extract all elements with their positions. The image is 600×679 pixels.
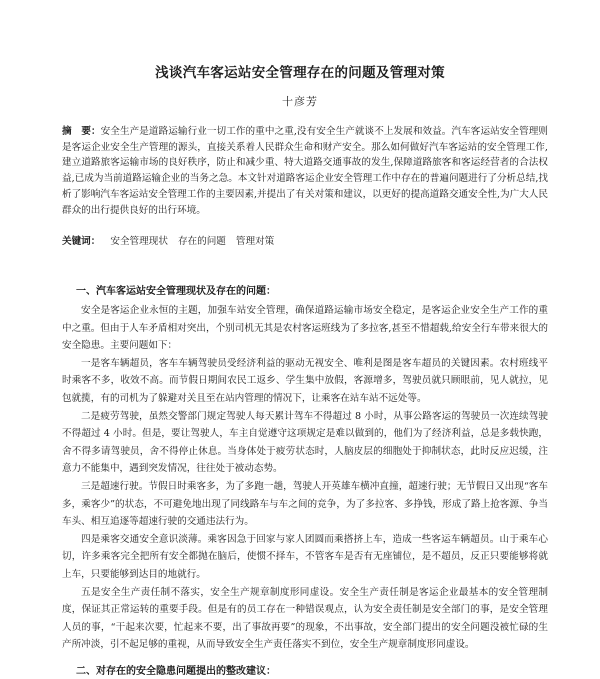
abstract-label: 摘 要： — [62, 126, 101, 137]
keyword-item: 安全管理现状 — [110, 236, 168, 247]
keywords-label: 关键词： — [62, 236, 101, 247]
issue-paragraph: 二是疲劳驾驶，虽然交警部门规定驾驶人每天累计驾车不得超过 8 小时，从事公路客运的驾驶员一次连续驾驶不得超过 4 小时。但是，要让驾驶人，车主自觉遵守这项规定是难以做到的，他们为了经济利益，总是多载快跑，舍不得多请驾驶员，舍不得停止休息。当身体处于疲劳状态时，人脑皮层的细胞处于抑制状态，此时反应迟缓，注意力不能集中，遇到突发情况，往往处于被动态势。 — [62, 410, 548, 475]
section-intro-paragraph: 安全是客运企业永恒的主题，加强车站安全管理，确保道路运输市场安全稳定，是客运企业安全生产工作的重中之重。但由于人车矛盾相对突出，个别司机无其是农村客运班线为了多拉客,甚至不惜超载,给安全行车带来很大的安全隐患。主要问题如下： — [62, 305, 548, 352]
section-body-1 — [62, 302, 548, 654]
abstract — [62, 124, 548, 218]
author-name: 十彦芳 — [282, 95, 318, 108]
issue-paragraph: 一是客车辆超员，客车车辆驾驶员受经济利益的驱动无视安全、唯利是图是客车超员的关键因素。农村班线平时乘客不多，收效不高。而节假日期间农民工返乡、学生集中放假，客源增多，驾驶员就只顾眼前，见人就拉，见包就揽，有的司机为了躲避对关且至在站内管理的情况下，让乘客在站车站不远处等。 — [62, 357, 548, 404]
keyword-item: 管理对策 — [235, 236, 275, 247]
section-heading-2: 二、对存在的安全隐患问题提出的整改建议： — [76, 666, 276, 677]
section-heading-1: 一、汽车客运站安全管理现状及存在的问题： — [76, 286, 276, 297]
abstract-text: 安全生产是道路运输行业一切工作的重中之重,没有安全生产就谈不上发展和效益。汽车客运站安全管理则是客运企业安全生产管理的源头，直接关系着人民群众生命和财产安全。那么如何做好汽车客运站的安全管理工作,建立道路旅客运输市场的良好秩序，防止和减少重、特大道路交通事故的发生,保障道路旅客和客运经营者的合法权益,已成为当前道路运输企业的当务之急。本文针对道路客运企业安全管理工作中存在的普遍问题进行了分析总结,找析了影响汽车客运站安全管理工作的主要因素,并提出了有关对策和建议，以更好的提高道路交通安全性,为广大人民群众的出行提供良好的出行环境。 — [62, 126, 548, 216]
keywords — [62, 234, 548, 249]
keyword-item: 存在的问题 — [177, 236, 226, 247]
paper-title: 浅谈汽车客运站安全管理存在的问题及管理对策 — [155, 65, 445, 81]
issue-paragraph: 四是乘客交通安全意识淡薄。乘客因急于回家与家人团圆而乘搭挤上车，造成一些客运车辆超员。山于乘车心切，许多乘客完全把所有安全都抛在脑后，使惯不择车，不管客车是否有无座铺位，是不超员，反正只要能够将就上车，只要能够到达目的地就行。 — [62, 533, 548, 580]
issue-paragraph: 五是安全生产责任制不落实，安全生产规章制度形同虚设。安全生产责任制是客运企业最基本的安全管理制度，保证其正常运转的重要手段。但是有的员工存在一种错误观点，认为安全责任制是安全部门的事，是安全管理人员的事，“干起来次要，忙起来不要，出了事故再要”的现象，不出事故，安全部门提出的安全问题没被忙碌的生产所冲淡，引不起足够的重视，从而导致安全生产责任落实不到位，安全生产规章制度形同虚设。 — [62, 586, 548, 651]
issue-paragraph: 三是超速行驶。节假日时乘客多，为了多跑一趟，驾驶人开英雄车横冲直撞，超速行驶；无节假日又出现“客车多，乘客少”的状态，不可避免地出现了同线路车与车之间的竞争，为了多拉客、多挣钱，形成了路上抢客源、争当车头、相互追逐等超速行驶的交通违法行为。 — [62, 480, 548, 528]
